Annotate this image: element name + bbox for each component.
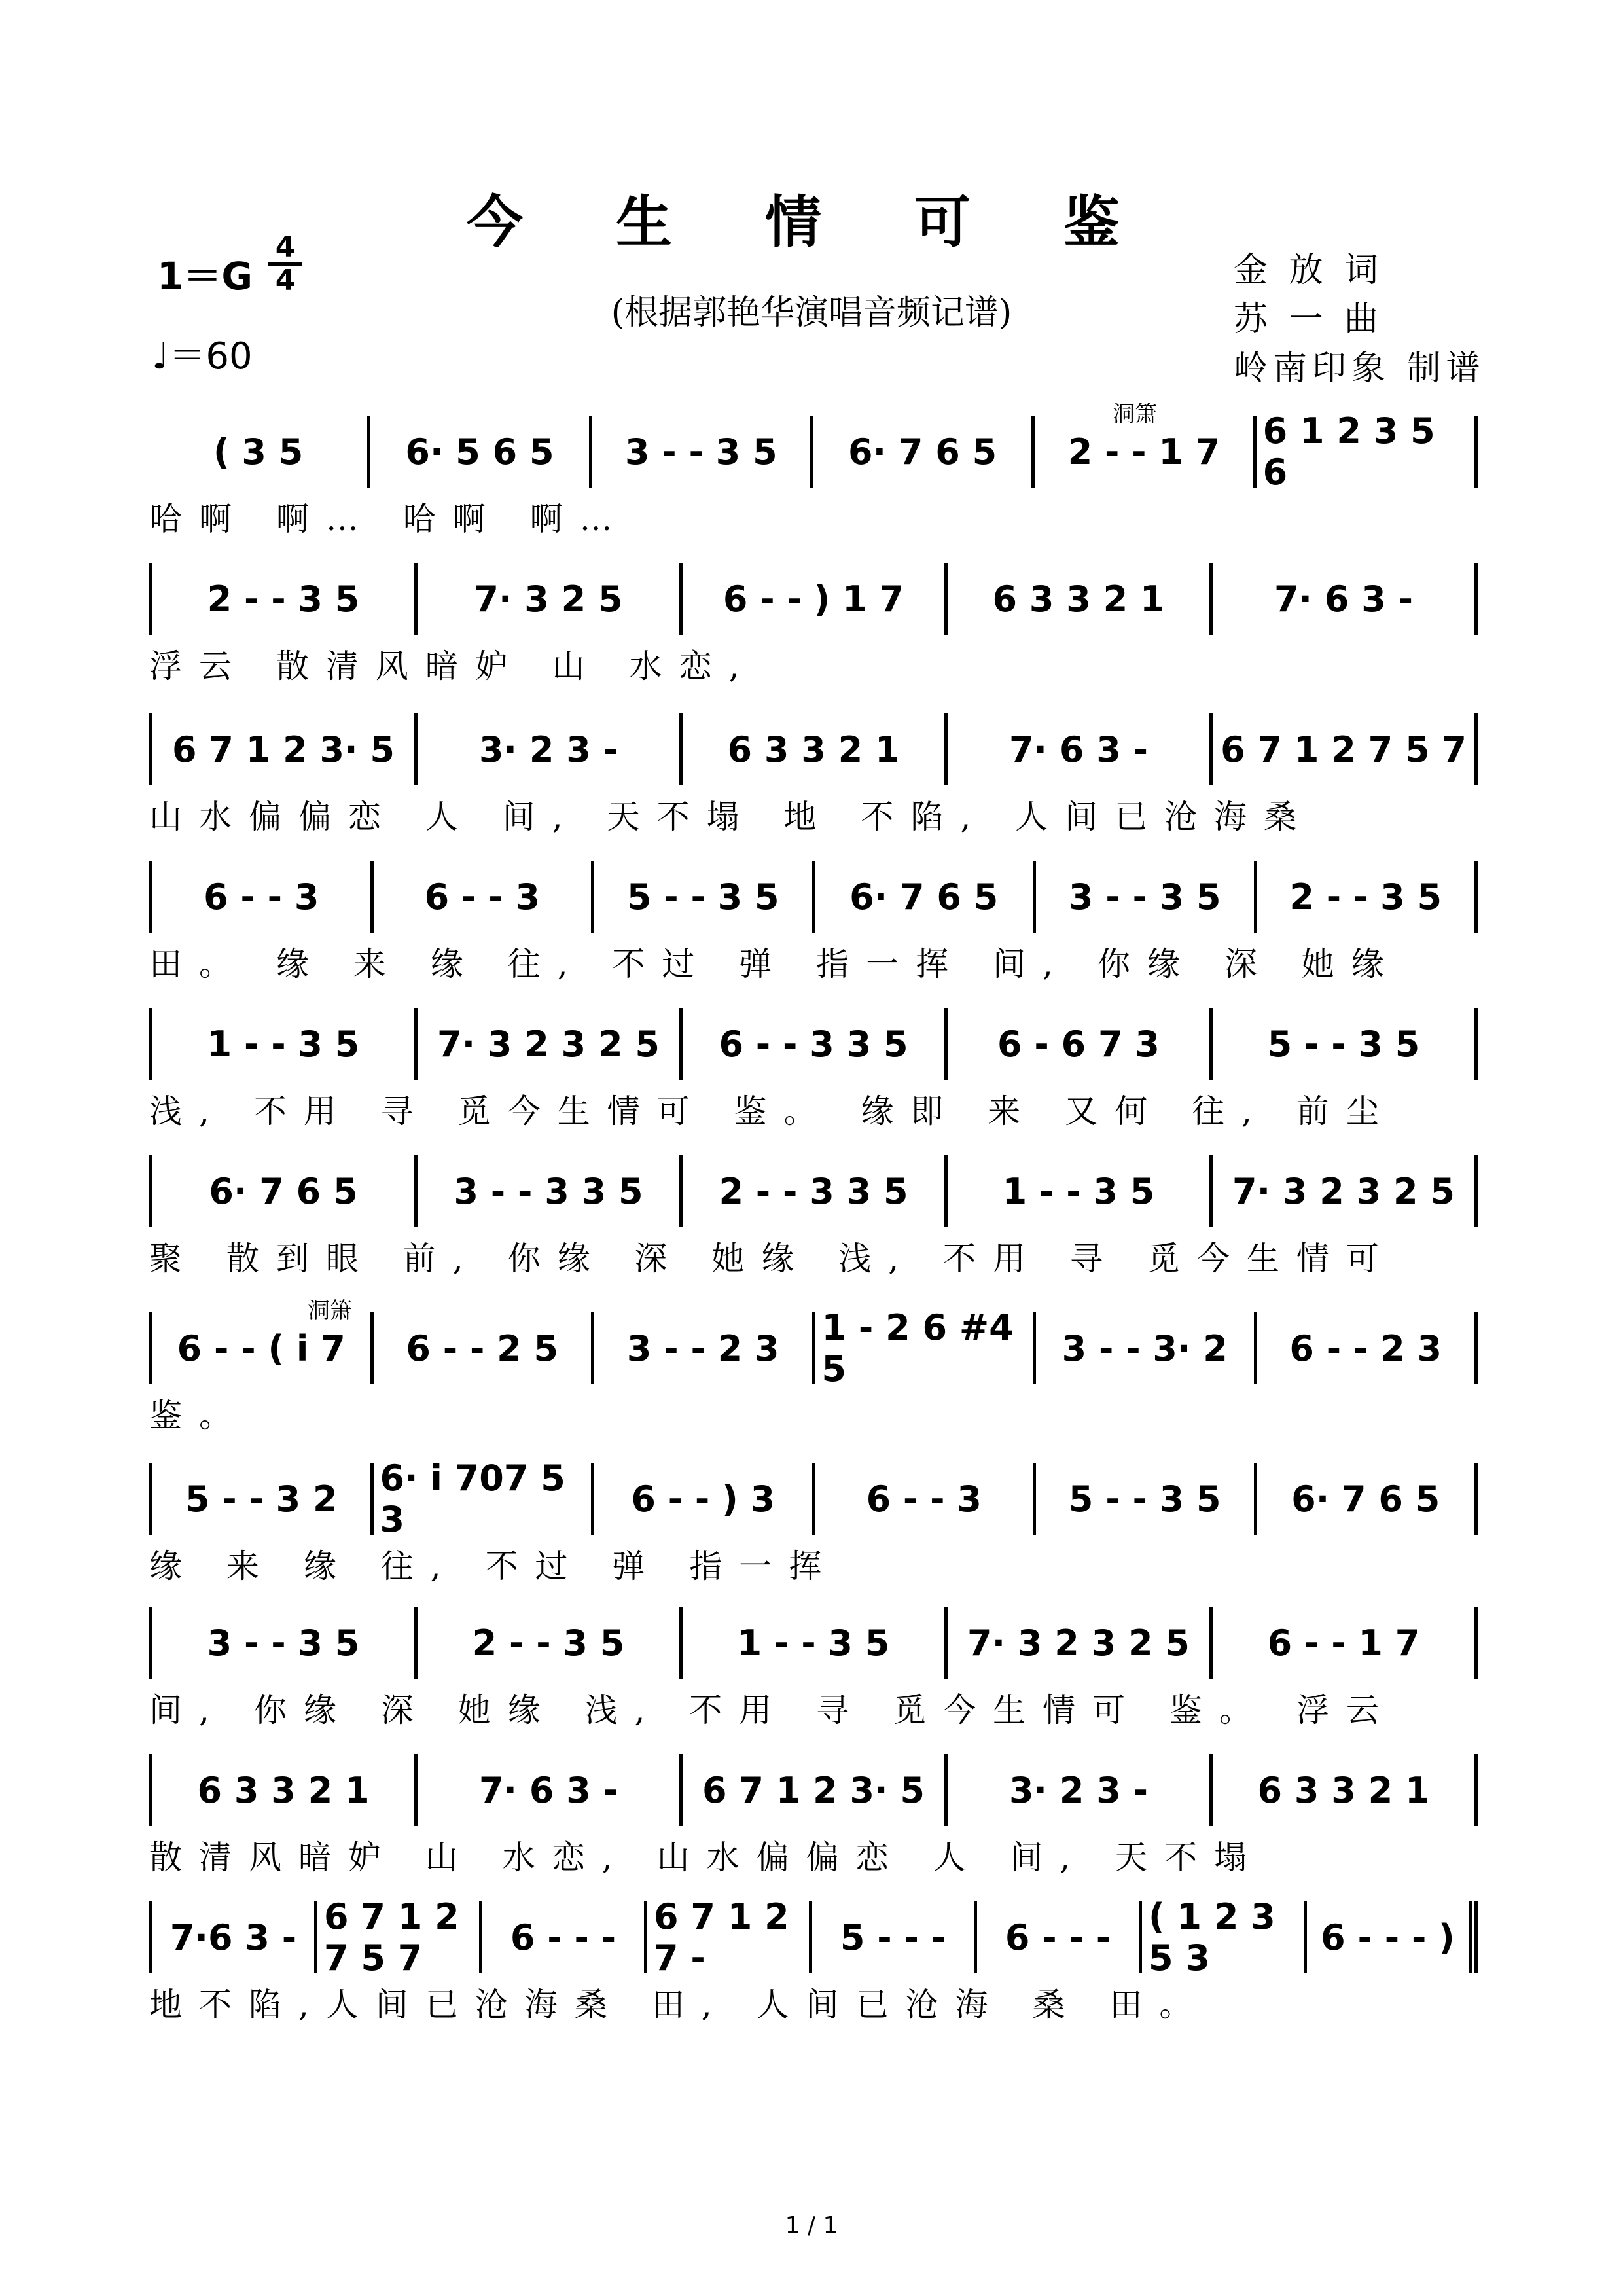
measure: 6 - 6 7 3: [948, 1008, 1213, 1080]
measure: 6 - - 2 5: [374, 1312, 595, 1384]
measure: 7· 3 2 3 2 5: [418, 1008, 683, 1080]
measure: 1 - - 3 5: [683, 1607, 948, 1679]
subtitle: (根据郭艳华演唱音频记谱): [611, 293, 1012, 332]
meter-bottom: 4: [275, 264, 296, 297]
measure: 6 1 2 3 5 6: [1257, 416, 1478, 488]
measure: 2 - - 3 5: [418, 1607, 683, 1679]
lyrics-line: 聚 散到眼 前, 你缘 深 她缘 浅, 不用 寻 觅今生情可: [149, 1240, 1396, 1278]
staff-row: [149, 1155, 1478, 1227]
measure: 3 - - 3 3 5: [418, 1155, 683, 1227]
credit-transcriber: 岭南印象 制谱: [1234, 349, 1486, 388]
measure: 6 - - 2 3: [1257, 1312, 1478, 1384]
credit-composer: 苏 一 曲: [1234, 300, 1384, 339]
measure: 2 - - 1 7: [1035, 416, 1256, 488]
measure: 2 - - 3 5: [1257, 861, 1478, 933]
measure: 5 - - 3 5: [1036, 1463, 1257, 1535]
measure: 6 - - -: [482, 1901, 647, 1973]
measure: 6 7 1 2 3· 5: [683, 1754, 948, 1826]
lyrics-line: 地不陷,人间已沧海桑 田, 人间已沧海 桑 田。: [149, 1986, 1209, 2024]
measure: 3· 2 3 -: [418, 713, 683, 785]
instrument-annotation: 洞箫: [1113, 401, 1157, 427]
measure: 5 - - 3 2: [149, 1463, 374, 1535]
measure: 7· 6 3 -: [948, 713, 1213, 785]
measure: 6 3 3 2 1: [948, 563, 1213, 635]
measure: 6 7 1 2 7 -: [647, 1901, 812, 1973]
lyrics-line: 间, 你缘 深 她缘 浅, 不用 寻 觅今生情可 鉴。 浮云: [149, 1691, 1396, 1729]
measure: 7· 3 2 3 2 5: [948, 1607, 1213, 1679]
lyrics-line: 田。 缘 来 缘 往, 不过 弹 指一挥 间, 你缘 深 她缘: [149, 945, 1401, 983]
page-title: 今 生 情 可 鉴: [467, 189, 1156, 255]
measure: 7· 6 3 -: [418, 1754, 683, 1826]
staff-row: [149, 1458, 1478, 1540]
staff-row: [149, 713, 1478, 785]
measure: 6 3 3 2 1: [683, 713, 948, 785]
measure: 5 - - 3 5: [1213, 1008, 1478, 1080]
measure: 6 - - - ): [1307, 1901, 1478, 1973]
staff-row: [149, 1896, 1478, 1979]
tempo-marking: ♩＝60: [152, 335, 253, 378]
credit-lyricist: 金 放 词: [1234, 251, 1384, 290]
page-number: 1 / 1: [785, 2212, 838, 2239]
measure: 5 - - -: [812, 1901, 977, 1973]
measure: ( 1 2 3 5 3: [1142, 1901, 1307, 1973]
measure: 6 7 1 2 3· 5: [149, 713, 418, 785]
measure: 6 - - 3: [815, 1463, 1037, 1535]
measure: 2 - - 3 5: [149, 563, 418, 635]
measure: 7· 6 3 -: [1213, 563, 1478, 635]
measure: 6 - - ) 1 7: [683, 563, 948, 635]
lyrics-line: 鉴。: [149, 1397, 249, 1435]
measure: 6 - - 3 3 5: [683, 1008, 948, 1080]
measure: 7· 3 2 3 2 5: [1213, 1155, 1478, 1227]
lyrics-line: 哈啊 啊… 哈啊 啊…: [149, 500, 630, 538]
measure: 1 - - 3 5: [149, 1008, 418, 1080]
measure: 6· 7 6 5: [1257, 1463, 1478, 1535]
lyrics-line: 散清风暗妒 山 水恋, 山水偏偏恋 人 间, 天不塌: [149, 1839, 1264, 1876]
measure: 6· i 707 5 3: [374, 1463, 595, 1535]
staff-row: [149, 1754, 1478, 1826]
measure: 7· 3 2 5: [418, 563, 683, 635]
key-signature: 1＝G: [157, 254, 253, 298]
measure: 1 - 2 6 #4 5: [815, 1312, 1037, 1384]
measure: 3 - - 2 3: [594, 1312, 815, 1384]
measure: 6· 7 6 5: [815, 861, 1037, 933]
lyrics-line: 山水偏偏恋 人 间, 天不塌 地 不陷, 人间已沧海桑: [149, 798, 1314, 836]
measure: 2 - - 3 3 5: [683, 1155, 948, 1227]
measure: 6 - - 3: [374, 861, 595, 933]
lyrics-line: 浮云 散清风暗妒 山 水恋,: [149, 647, 757, 685]
lyrics-line: 缘 来 缘 往, 不过 弹 指一挥: [149, 1547, 839, 1585]
staff-row: [149, 861, 1478, 933]
measure: 3· 2 3 -: [948, 1754, 1213, 1826]
time-signature: [268, 232, 302, 296]
measure: 6 3 3 2 1: [1213, 1754, 1478, 1826]
measure: 6· 5 6 5: [370, 416, 592, 488]
measure: 1 - - 3 5: [948, 1155, 1213, 1227]
measure: 6 - - ) 3: [594, 1463, 815, 1535]
measure: 7·6 3 -: [149, 1901, 317, 1973]
instrument-annotation: 洞箫: [308, 1298, 352, 1324]
measure: 3 - - 3· 2: [1036, 1312, 1257, 1384]
staff-row: [149, 1607, 1478, 1679]
measure: 3 - - 3 5: [1036, 861, 1257, 933]
lyrics-line: 浅, 不用 寻 觅今生情可 鉴。 缘即 来 又何 往, 前尘: [149, 1092, 1396, 1130]
measure: 6 - - -: [977, 1901, 1142, 1973]
measure: 3 - - 3 5: [149, 1607, 418, 1679]
measure: 6 - - 1 7: [1213, 1607, 1478, 1679]
measure: 6 7 1 2 7 5 7: [317, 1901, 482, 1973]
measure: 6 7 1 2 7 5 7: [1213, 713, 1478, 785]
staff-row: [149, 563, 1478, 635]
measure: 6 3 3 2 1: [149, 1754, 418, 1826]
measure: 5 - - 3 5: [594, 861, 815, 933]
measure: 6 - - ( i 7: [149, 1312, 374, 1384]
meter-top: 4: [268, 232, 302, 266]
staff-row: [149, 1008, 1478, 1080]
measure: 6 - - 3: [149, 861, 374, 933]
measure: 6· 7 6 5: [813, 416, 1035, 488]
measure: 3 - - 3 5: [592, 416, 813, 488]
measure: 6· 7 6 5: [149, 1155, 418, 1227]
measure: ( 3 5: [149, 416, 370, 488]
